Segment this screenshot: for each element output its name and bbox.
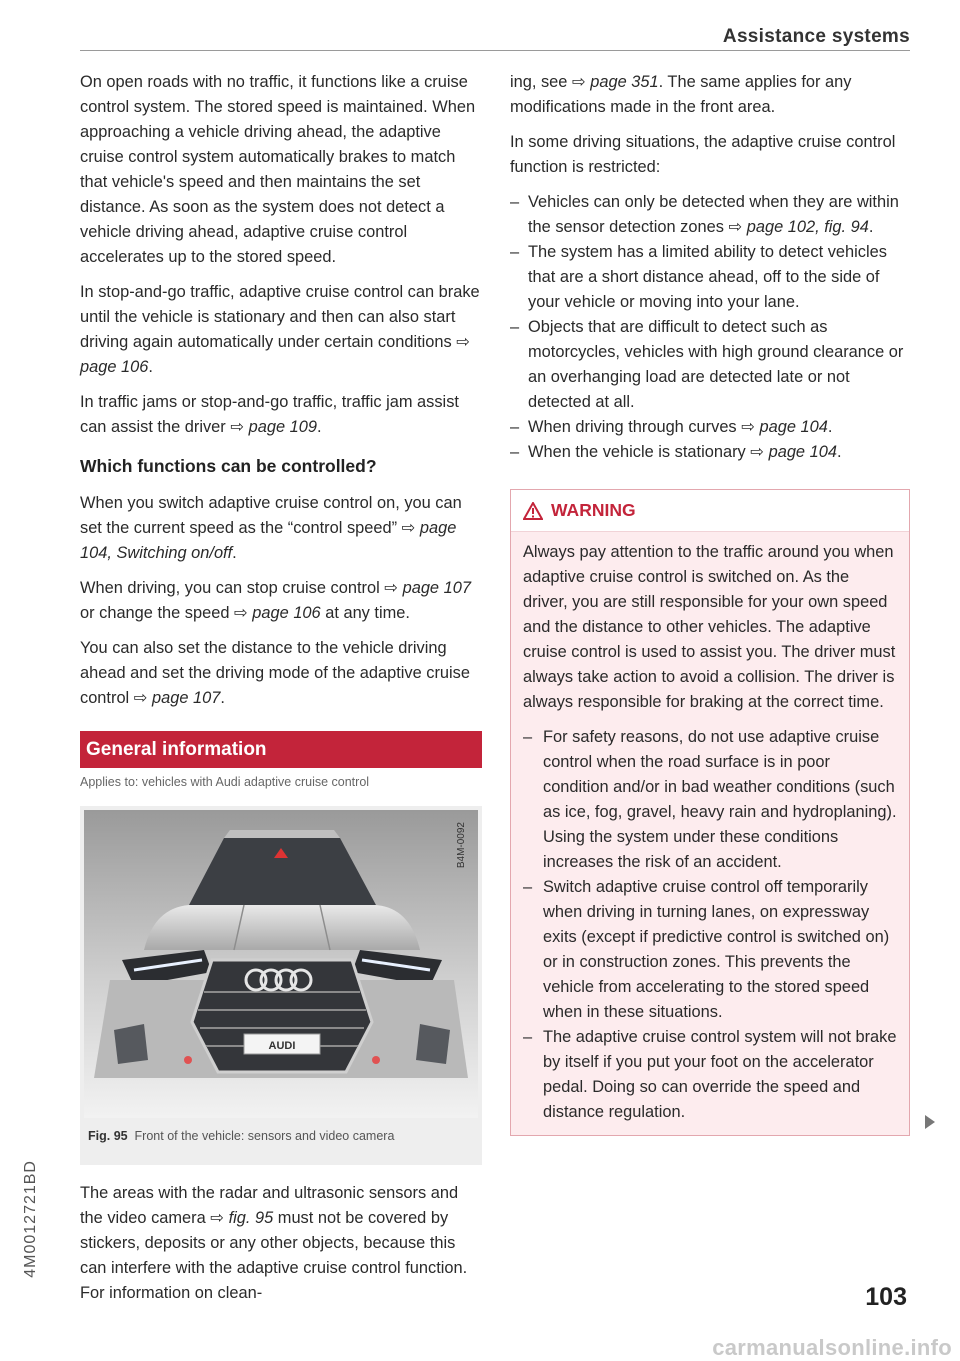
text: In stop-and-go traffic, adaptive cruise control can brake until the vehicle is stationary and then can also start driving again automatically under certain conditions [80, 283, 480, 351]
areas-paragraph [80, 1181, 482, 1306]
text: . [827, 418, 833, 436]
applies-to-note: Applies to: vehicles with Audi adaptive cruise control [80, 775, 370, 789]
continued-paragraph [510, 70, 910, 120]
figure-label: Fig. 95 [88, 1129, 128, 1143]
header-rule [80, 50, 910, 51]
figure-caption-text: Front of the vehicle: sensors and video camera [134, 1129, 395, 1143]
text: When driving, you can stop cruise control [80, 579, 385, 597]
list-item [510, 440, 910, 465]
text: . [868, 218, 874, 236]
text: When you switch adaptive cruise control on, you can set the current speed as the “control speed” [80, 494, 462, 537]
text: When the vehicle is stationary [528, 443, 751, 461]
page-link[interactable]: ⇨ page 106 [234, 604, 321, 622]
page-link[interactable]: ⇨ page 107 [133, 689, 221, 707]
subheading: Which functions can be controlled? [80, 456, 377, 476]
page-link[interactable]: ⇨ page 104 [750, 443, 837, 461]
warning-icon [523, 502, 543, 520]
list-item: – The adaptive cruise control system will not brake by itself if you put your foot on the accelerator pedal. Doing so can override the speed and distance regulation. [523, 1025, 897, 1125]
text: When driving through curves [528, 418, 742, 436]
list-item: – For safety reasons, do not use adaptive cruise control when the road surface is in poor condition and/or in bad weather conditions (such as ice, fog, gravel, heavy rain and hydroplaning). Using the system under these conditions increases the risk of an accident. [523, 725, 897, 875]
text: . [220, 689, 225, 707]
text: . [836, 443, 842, 461]
watermark: carmanualsonline.info [712, 1335, 952, 1360]
list-item [510, 190, 910, 240]
warning-list [523, 725, 897, 1125]
page-number: 103 [865, 1283, 907, 1311]
page-link[interactable]: ⇨ page 106 [80, 333, 471, 376]
vehicle-front-image [84, 810, 478, 1118]
figure-caption [84, 1118, 478, 1144]
text: . [148, 358, 153, 376]
page-link[interactable]: ⇨ page 351 [571, 73, 659, 91]
functions-paragraph-1 [80, 491, 482, 566]
text: The areas with the radar and ultrasonic sensors and the video camera [80, 1184, 459, 1227]
warning-title: WARNING [551, 500, 636, 520]
document-code: 4M0012721BD [22, 1160, 39, 1278]
page-link[interactable]: ⇨ page 102, fig. 94 [728, 218, 869, 236]
intro-paragraph-1: On open roads with no traffic, it functions like a cruise control system. The stored speed is maintained. When approaching a vehicle driving ahead, the adaptive cruise control system automatically brakes to match that vehicle's speed and then maintains the set distance. As soon as the system does not detect a vehicle driving ahead, adaptive cruise control accelerates up to the stored speed. [80, 73, 476, 266]
section-title: General information [80, 731, 482, 768]
warning-header [511, 490, 909, 532]
text: at any time. [320, 604, 410, 622]
text: In traffic jams or stop-and-go traffic, traffic jam assist can assist the driver [80, 393, 459, 436]
warning-body [511, 532, 909, 1135]
text: Vehicles can only be detected when they are within the sensor detection zones [528, 193, 899, 236]
intro-paragraph-3 [80, 390, 482, 440]
list-item [510, 415, 910, 440]
list-item [510, 315, 910, 415]
figure [80, 806, 482, 1165]
text: or change the speed [80, 604, 235, 622]
text: . [232, 544, 237, 562]
text: The system has a limited ability to detect vehicles that are a short distance ahead, off to the side of your vehicle or moving into your lane. [528, 243, 887, 311]
figure-link[interactable]: ⇨ fig. 95 [210, 1209, 274, 1227]
warning-text: Always pay attention to the traffic around you when adaptive cruise control is switched on. As the driver, you are still responsible for your own speed and the distance to other vehicles. The adaptive cruise control is used to assist you. The driver must always take action to avoid a collision. The driver is always responsible for braking at the correct time. [523, 543, 896, 711]
page-link[interactable]: ⇨ page 104, Switching on/off [80, 519, 457, 562]
text: You can also set the distance to the vehicle driving ahead and set the driving mode of the adaptive cruise control [80, 639, 470, 707]
continue-arrow-icon [925, 1115, 935, 1129]
page-link[interactable]: ⇨ page 109 [230, 418, 317, 436]
page-link[interactable]: ⇨ page 107 [384, 579, 471, 597]
text: . The same applies for any modifications made in the front area. [510, 73, 852, 116]
text: Objects that are difficult to detect such as motorcycles, vehicles with high ground clearance or an overhanging load are detected late or not detected at all. [528, 318, 904, 411]
restricted-paragraph: In some driving situations, the adaptive cruise control function is restricted: [510, 133, 896, 176]
left-column [80, 70, 482, 1316]
warning-box [510, 489, 910, 1136]
section-header: Assistance systems [722, 26, 910, 47]
text: . [316, 418, 322, 436]
text: ing, see [510, 73, 572, 91]
functions-paragraph-3 [80, 636, 482, 711]
list-item [510, 240, 910, 315]
figure-code: B4M-0092 [456, 822, 467, 869]
intro-paragraph-2 [80, 280, 482, 380]
text: must not be covered by stickers, deposits or any other objects, because this can interfere with the adaptive cruise control function. For information on clean- [80, 1209, 468, 1302]
restrictions-list [510, 190, 910, 465]
page-link[interactable]: ⇨ page 104 [741, 418, 828, 436]
functions-paragraph-2 [80, 576, 482, 626]
grille-text: AUDI [268, 1040, 296, 1052]
right-column [510, 70, 910, 1136]
list-item: – Switch adaptive cruise control off temporarily when driving in turning lanes, on expressway exits (except if predictive control is switched on) or in construction zones. This prevents the vehicle from accelerating to the stored speed when in these situations. [523, 875, 897, 1025]
